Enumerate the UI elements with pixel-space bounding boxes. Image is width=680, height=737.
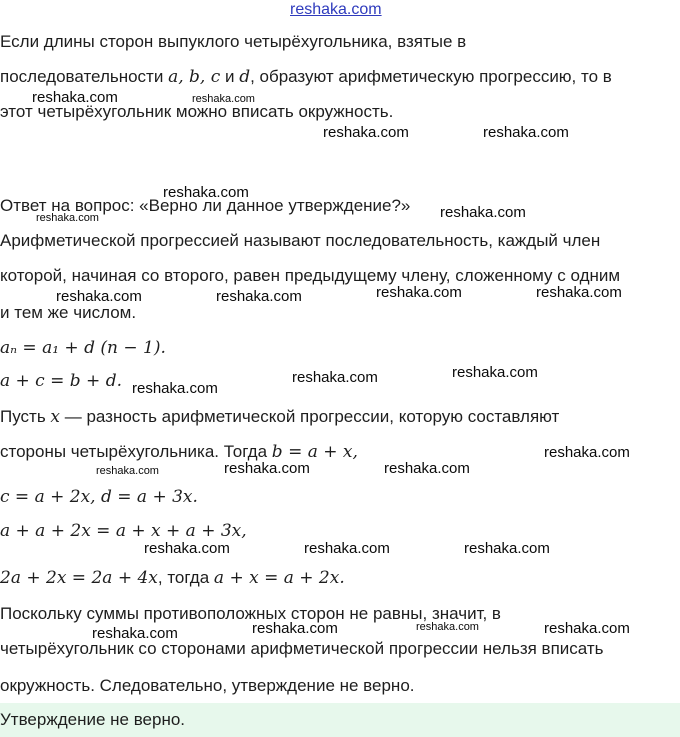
watermark: reshaka.com: [252, 620, 338, 637]
watermark: reshaka.com: [144, 540, 230, 557]
solution-line-1: [0, 231, 600, 251]
solution-text: Пусть: [0, 407, 51, 426]
watermark: reshaka.com: [224, 460, 310, 477]
problem-text: Если длины сторон выпуклого четырёхугольника, взятые в: [0, 32, 467, 51]
watermark: reshaka.com: [536, 284, 622, 301]
problem-line-1: [0, 32, 466, 52]
formula-simplified: [0, 568, 345, 588]
conclusion-text: Поскольку суммы противоположных сторон не равны, значит, в: [0, 604, 501, 623]
problem-text: этот четырёхугольник можно вписать окружность.: [0, 102, 394, 121]
solution-line-2: [0, 266, 620, 286]
solution-line-5: [0, 442, 358, 462]
watermark: reshaka.com: [323, 124, 409, 141]
formula-text: 2a + 2x = 2a + 4x: [0, 568, 158, 588]
math-side-d: d: [239, 67, 251, 87]
problem-line-2: [0, 67, 612, 87]
watermark: reshaka.com: [416, 621, 479, 633]
solution-line-4: [0, 407, 559, 427]
problem-text: и: [220, 67, 240, 86]
solution-text: — разность арифметической прогрессии, которую составляют: [60, 407, 560, 426]
formula-text: c = a + 2x, d = a + 3x.: [0, 487, 198, 507]
watermark: reshaka.com: [483, 124, 569, 141]
solution-text: которой, начиная со второго, равен предыдущему члену, сложенному с одним: [0, 266, 621, 285]
solution-line-3: [0, 303, 136, 323]
watermark: reshaka.com: [92, 625, 178, 642]
formula-sum-condition: [0, 371, 122, 391]
formula-text: a + x = a + 2x.: [213, 568, 345, 588]
watermark: reshaka.com: [464, 540, 550, 557]
formula-text: a + a + 2x = a + x + a + 3x,: [0, 521, 247, 541]
watermark: reshaka.com: [163, 184, 249, 201]
problem-text: , образуют арифметическую прогрессию, то в: [250, 67, 612, 86]
formula-text: aₙ = a₁ + d (n − 1).: [0, 338, 166, 358]
formula-c-d: [0, 487, 198, 507]
watermark: reshaka.com: [544, 620, 630, 637]
watermark: reshaka.com: [216, 288, 302, 305]
watermark: reshaka.com: [452, 364, 538, 381]
solution-text: , тогда: [157, 568, 214, 587]
watermark: reshaka.com: [36, 212, 99, 224]
watermark: reshaka.com: [440, 204, 526, 221]
conclusion-line-2: [0, 639, 604, 659]
watermark: reshaka.com: [304, 540, 390, 557]
watermark: reshaka.com: [192, 93, 255, 105]
watermark: reshaka.com: [384, 460, 470, 477]
watermark: reshaka.com: [32, 89, 118, 106]
watermark: reshaka.com: [132, 380, 218, 397]
watermark: reshaka.com: [56, 288, 142, 305]
watermark: reshaka.com: [96, 465, 159, 477]
answer-text: Утверждение не верно.: [0, 710, 186, 729]
problem-text: последовательности: [0, 67, 169, 86]
formula-equation: [0, 521, 247, 541]
solution-text: Арифметической прогрессией называют последовательность, каждый член: [0, 231, 601, 250]
conclusion-line-3: [0, 676, 415, 696]
solution-text: и тем же числом.: [0, 303, 137, 322]
header-watermark-link[interactable]: reshaka.com: [290, 1, 382, 18]
watermark: reshaka.com: [544, 444, 630, 461]
solution-text: стороны четырёхугольника. Тогда: [0, 442, 272, 461]
math-x: x: [50, 407, 60, 427]
conclusion-text: окружность. Следовательно, утверждение не верно.: [0, 676, 415, 695]
formula-text: a + c = b + d.: [0, 371, 122, 391]
watermark: reshaka.com: [376, 284, 462, 301]
math-sides: a, b, c: [168, 67, 221, 87]
formula-text: b = a + x,: [271, 442, 358, 462]
conclusion-text: четырёхугольник со сторонами арифметической прогрессии нельзя вписать: [0, 639, 604, 658]
formula-nth-term: [0, 338, 166, 358]
question-text: Ответ на вопрос: «Верно ли данное утверждение?»: [0, 196, 411, 215]
watermark: reshaka.com: [292, 369, 378, 386]
